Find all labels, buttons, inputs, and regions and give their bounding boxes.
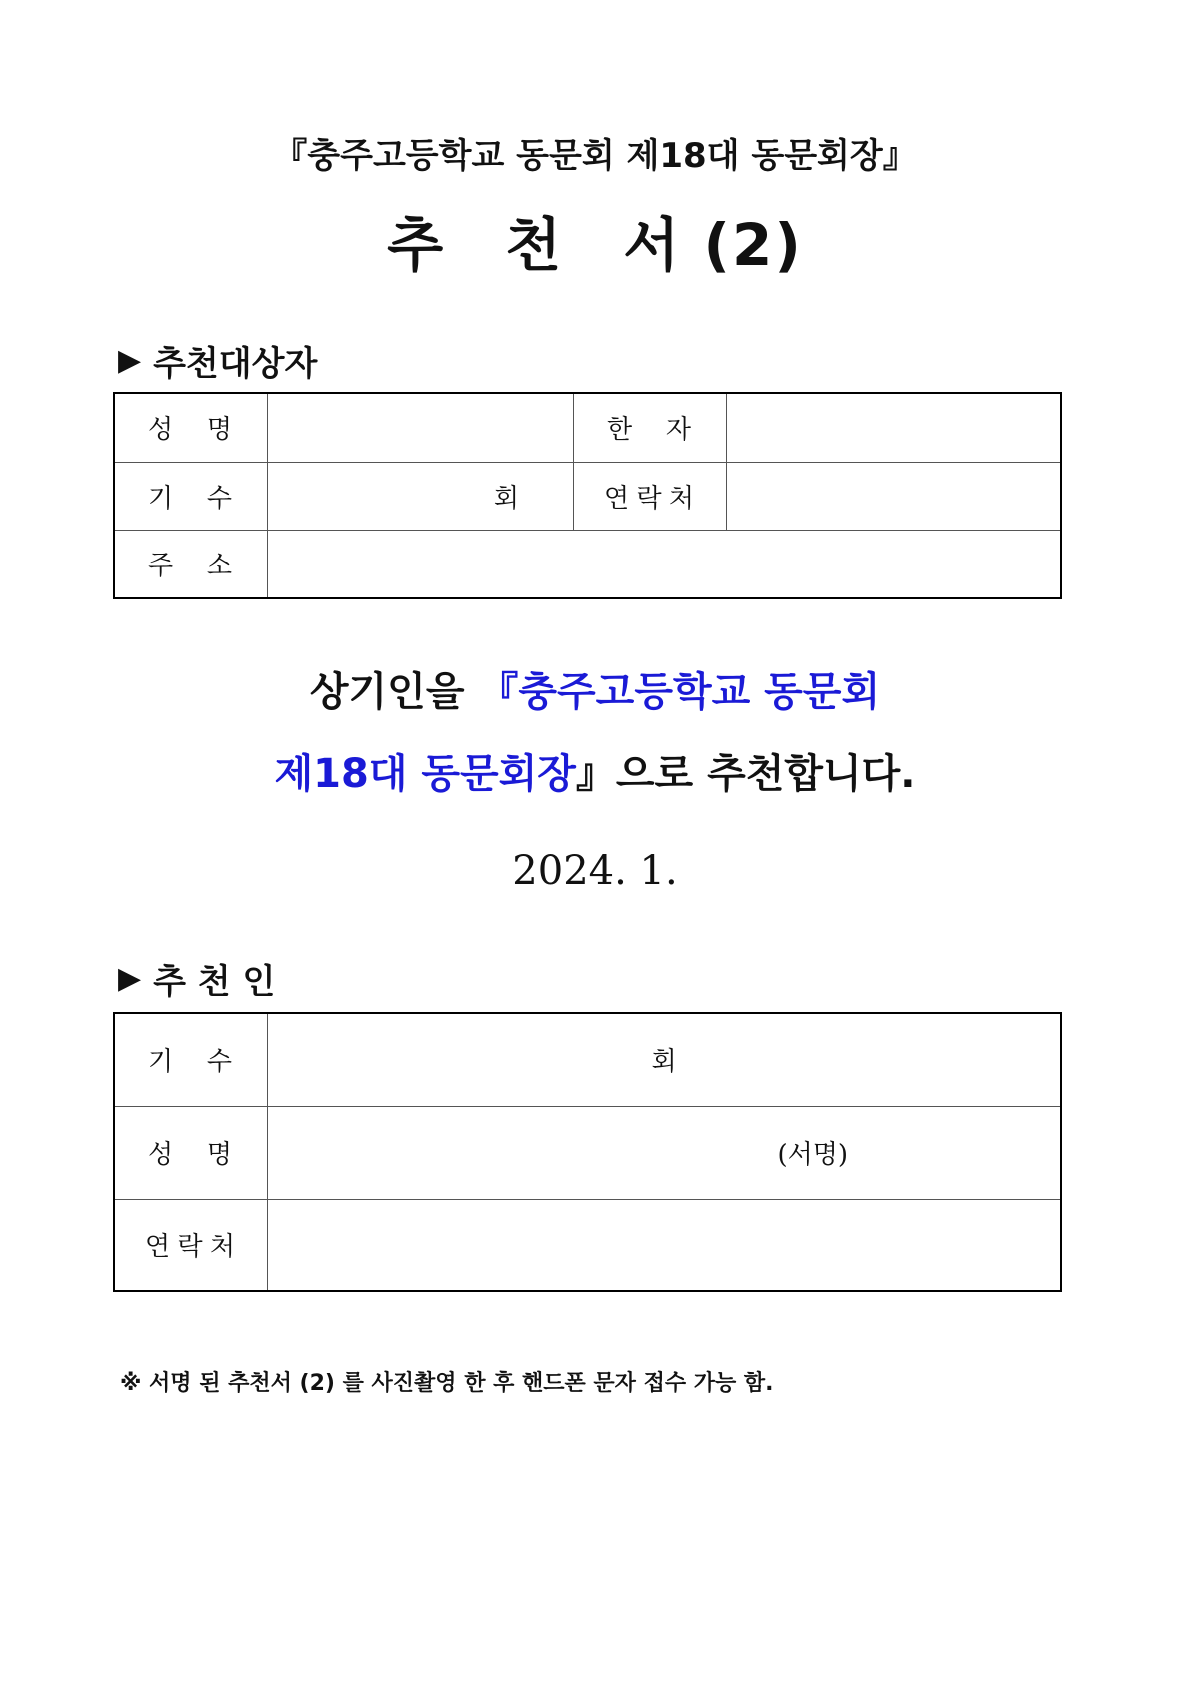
nominee-hanja-label: 한 자 <box>574 393 727 462</box>
footnote: ※ 서명 된 추천서 (2) 를 사진촬영 한 후 핸드폰 문자 접수 가능 함. <box>120 1371 774 1396</box>
nominee-name-label: 성 명 <box>114 393 268 462</box>
nominee-address-label: 주 소 <box>114 530 268 598</box>
nominee-name-field[interactable] <box>268 393 574 462</box>
recommender-contact-field[interactable] <box>268 1199 1062 1291</box>
title-char-2: 천 <box>505 211 564 279</box>
document-title <box>0 198 1190 282</box>
title-char-3: 서 <box>623 211 682 279</box>
statement-line-2: 제18대 동문회장』으로 추천합니다. <box>274 751 916 797</box>
recommender-heading-text: 추 천 인 <box>153 962 276 1002</box>
nominee-heading-text: 추천대상자 <box>153 344 318 384</box>
recommender-contact-label: 연 락 처 <box>114 1199 268 1291</box>
triangle-right-icon: ▶ <box>118 343 142 378</box>
nominee-class-label: 기 수 <box>114 462 268 530</box>
recommender-name-field[interactable] <box>268 1106 1062 1199</box>
recommender-class-suffix: 회 <box>651 1047 677 1078</box>
document-subtitle: 『충주고등학교 동문회 제18대 동문회장』 <box>273 136 917 176</box>
recommender-class-field[interactable] <box>268 1013 1062 1106</box>
recommender-table <box>113 1012 1062 1292</box>
triangle-right-icon: ▶ <box>118 961 142 996</box>
document-date: 2024. 1. <box>512 848 678 894</box>
signature-label: (서명) <box>777 1140 848 1170</box>
nominee-hanja-field[interactable] <box>727 393 1062 462</box>
recommender-class-label: 기 수 <box>114 1013 268 1106</box>
title-number: (2) <box>703 211 803 279</box>
nominee-section-heading <box>118 336 317 385</box>
nominee-contact-label: 연 락 처 <box>574 462 727 530</box>
statement-line-1: 상기인을 『충주고등학교 동문회 <box>309 669 881 715</box>
nominee-contact-field[interactable] <box>727 462 1062 530</box>
title-char-1: 추 <box>387 211 446 279</box>
recommender-name-label: 성 명 <box>114 1106 268 1199</box>
recommender-section-heading <box>118 954 275 1003</box>
nominee-class-suffix: 회 <box>493 483 519 514</box>
nominee-table <box>113 392 1062 599</box>
nominee-class-field[interactable] <box>268 462 574 530</box>
nominee-address-field[interactable] <box>268 530 1062 598</box>
